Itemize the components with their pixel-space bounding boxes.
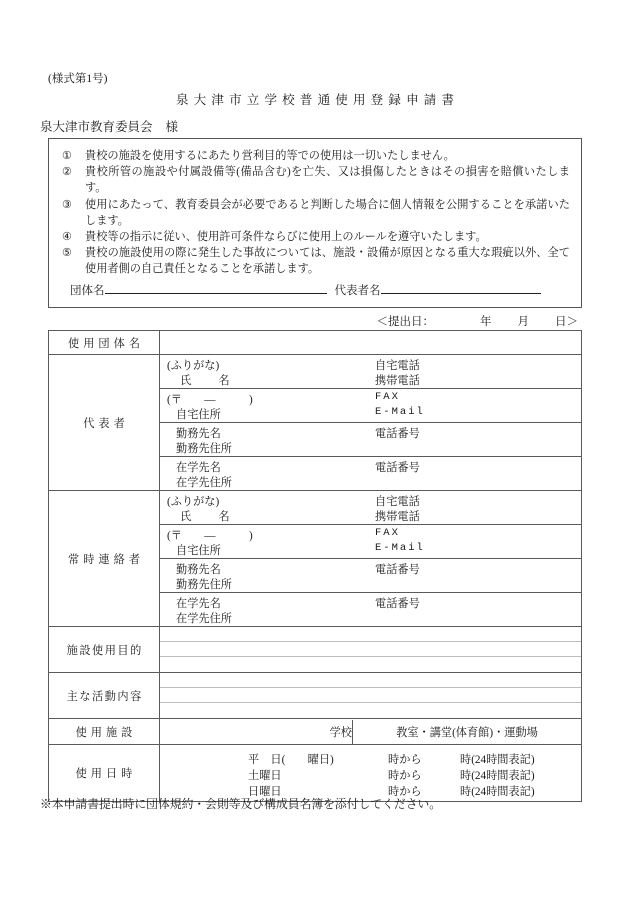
pledge-item bbox=[62, 148, 570, 164]
submit-date-open-bracket: ＜ bbox=[376, 316, 388, 328]
name-label: 氏 名 bbox=[180, 375, 238, 387]
purpose-row-label: 施設使用目的 bbox=[49, 627, 160, 673]
datetime-to-label: 時(24時間表記) bbox=[460, 786, 535, 798]
submit-date-day: 日 bbox=[555, 316, 567, 328]
pledge-item-text: 使用にあたって、教育委員会が必要であると判断した場合に個人情報を公開することを承諾いたします。 bbox=[85, 198, 570, 227]
name-label: 氏 名 bbox=[180, 511, 238, 523]
representative-row-label: 代表者 bbox=[49, 355, 160, 491]
representative-name-cell[interactable] bbox=[160, 355, 582, 389]
facility-row-value bbox=[160, 719, 582, 745]
pledge-item-text: 貴校の施設を使用するにあたり営利目的等での使用は一切いたしません。 bbox=[85, 150, 455, 162]
submit-date-line bbox=[0, 313, 578, 329]
pledge-item bbox=[62, 245, 570, 277]
home-address-label: 自宅住所 bbox=[176, 545, 221, 557]
activity-row-label: 主な活動内容 bbox=[49, 673, 160, 719]
contact-school-cell[interactable] bbox=[160, 593, 582, 627]
pledge-item-text: 貴校等の指示に従い、使用許可条件ならびに使用上のルールを遵守いたします。 bbox=[85, 231, 487, 244]
datetime-day-label: 日曜日 bbox=[248, 786, 282, 798]
contact-address-cell[interactable] bbox=[160, 525, 582, 559]
datetime-from-label: 時から bbox=[388, 786, 422, 798]
submit-date-close-bracket: ＞ bbox=[566, 316, 578, 328]
workplace-name-label: 勤務先名 bbox=[176, 564, 221, 576]
writing-line[interactable] bbox=[160, 703, 581, 718]
representative-address-cell[interactable] bbox=[160, 389, 582, 423]
representative-school-cell[interactable] bbox=[160, 457, 582, 491]
home-phone-label: 自宅電話 bbox=[375, 360, 420, 372]
table-row-facility bbox=[49, 719, 582, 745]
fax-label: FAX bbox=[375, 527, 400, 539]
school-name-label: 在学先名 bbox=[176, 598, 221, 610]
facility-row-label: 使用施設 bbox=[49, 719, 160, 745]
pledge-item-number: ② bbox=[62, 166, 73, 179]
table-row-representative bbox=[49, 355, 582, 389]
table-row-activity bbox=[49, 673, 582, 719]
workplace-address-label: 勤務先住所 bbox=[176, 443, 232, 455]
workplace-phone-label: 電話番号 bbox=[375, 428, 420, 440]
table-row-contact bbox=[49, 491, 582, 525]
facility-school-label: 学校 bbox=[329, 726, 352, 739]
submit-date-month: 月 bbox=[517, 316, 529, 328]
mobile-phone-label: 携帯電話 bbox=[375, 511, 420, 523]
postal-code-label: (〒 ― ) bbox=[167, 394, 253, 406]
submit-date-year: 年 bbox=[480, 316, 492, 328]
representative-workplace-cell[interactable] bbox=[160, 423, 582, 457]
datetime-row-label: 使用日時 bbox=[49, 745, 160, 802]
email-label: E-Mail bbox=[375, 542, 425, 554]
footer-note: ※本申請書提出時に団体規約・会則等及び構成員名簿を添付してください。 bbox=[40, 797, 442, 811]
email-label: E-Mail bbox=[375, 406, 425, 418]
pledge-item-text: 貴校所管の施設や付属設備等(備品含む)を亡失、又は損傷したときはその損害を賠償いたします。 bbox=[85, 166, 570, 195]
pledge-item-number: ③ bbox=[62, 198, 73, 211]
contact-row-label: 常時連絡者 bbox=[49, 491, 160, 627]
furigana-label: (ふりがな) bbox=[167, 360, 220, 372]
facility-kinds-cell[interactable] bbox=[353, 720, 582, 744]
writing-line[interactable] bbox=[160, 688, 581, 703]
workplace-phone-label: 電話番号 bbox=[375, 564, 420, 576]
addressee-name: 泉大津市教育委員会 bbox=[40, 120, 153, 134]
datetime-from-label: 時から bbox=[388, 770, 422, 782]
datetime-to-label: 時(24時間表記) bbox=[460, 754, 535, 766]
document-title: 泉大津市立学校普通使用登録申請書 bbox=[175, 93, 460, 107]
datetime-day-label: 土曜日 bbox=[248, 770, 282, 782]
workplace-name-label: 勤務先名 bbox=[176, 428, 221, 440]
submit-date-label: 提出日： bbox=[388, 316, 434, 328]
form-number: (様式第1号) bbox=[48, 73, 108, 85]
school-name-label: 在学先名 bbox=[176, 462, 221, 474]
purpose-row-value[interactable] bbox=[160, 627, 582, 673]
pledge-item bbox=[62, 164, 570, 196]
table-row-purpose bbox=[49, 627, 582, 673]
furigana-label: (ふりがな) bbox=[167, 496, 220, 508]
application-table bbox=[48, 330, 582, 802]
writing-line[interactable] bbox=[160, 642, 581, 657]
postal-code-label: (〒 ― ) bbox=[167, 530, 253, 542]
facility-kinds-label: 教室・講堂(体育館)・運動場 bbox=[396, 726, 538, 739]
pledge-list bbox=[62, 148, 570, 278]
pledge-item-text: 貴校の施設使用の際に発生した事故については、施設・設備が原因となる重大な瑕疵以外、全て使用者側の自己責任となることを承諾します。 bbox=[85, 247, 570, 276]
datetime-row-value[interactable] bbox=[160, 745, 582, 802]
home-address-label: 自宅住所 bbox=[176, 409, 221, 421]
home-phone-label: 自宅電話 bbox=[375, 496, 420, 508]
school-address-label: 在学先住所 bbox=[176, 477, 232, 489]
pledge-item bbox=[62, 229, 570, 245]
datetime-day-label: 平 日( 曜日) bbox=[248, 754, 334, 766]
facility-school-cell[interactable] bbox=[160, 720, 353, 744]
writing-line[interactable] bbox=[160, 673, 581, 688]
workplace-address-label: 勤務先住所 bbox=[176, 579, 232, 591]
fax-label: FAX bbox=[375, 391, 400, 403]
school-phone-label: 電話番号 bbox=[375, 462, 420, 474]
signature-line bbox=[62, 281, 570, 298]
group-name-input[interactable] bbox=[105, 281, 327, 294]
representative-name-input[interactable] bbox=[381, 281, 541, 294]
pledge-item bbox=[62, 197, 570, 229]
datetime-from-label: 時から bbox=[388, 754, 422, 766]
group-name-row-value[interactable] bbox=[160, 331, 582, 355]
table-row-datetime bbox=[49, 745, 582, 802]
pledge-item-number: ① bbox=[62, 150, 73, 162]
representative-name-label: 代表者名 bbox=[334, 285, 381, 297]
contact-name-cell[interactable] bbox=[160, 491, 582, 525]
school-phone-label: 電話番号 bbox=[375, 598, 420, 610]
datetime-to-label: 時(24時間表記) bbox=[460, 770, 535, 782]
mobile-phone-label: 携帯電話 bbox=[375, 375, 420, 387]
pledge-item-number: ⑤ bbox=[62, 247, 73, 260]
group-name-label: 団体名 bbox=[70, 285, 105, 297]
addressee bbox=[40, 117, 178, 135]
pledge-box bbox=[48, 138, 582, 308]
writing-line[interactable] bbox=[160, 657, 581, 672]
addressee-honorific: 様 bbox=[165, 120, 179, 134]
writing-line[interactable] bbox=[160, 627, 581, 642]
table-row-group-name bbox=[49, 331, 582, 355]
contact-workplace-cell[interactable] bbox=[160, 559, 582, 593]
group-name-row-label: 使用団体名 bbox=[49, 331, 160, 355]
school-address-label: 在学先住所 bbox=[176, 613, 232, 625]
pledge-item-number: ④ bbox=[62, 231, 73, 244]
activity-row-value[interactable] bbox=[160, 673, 582, 719]
